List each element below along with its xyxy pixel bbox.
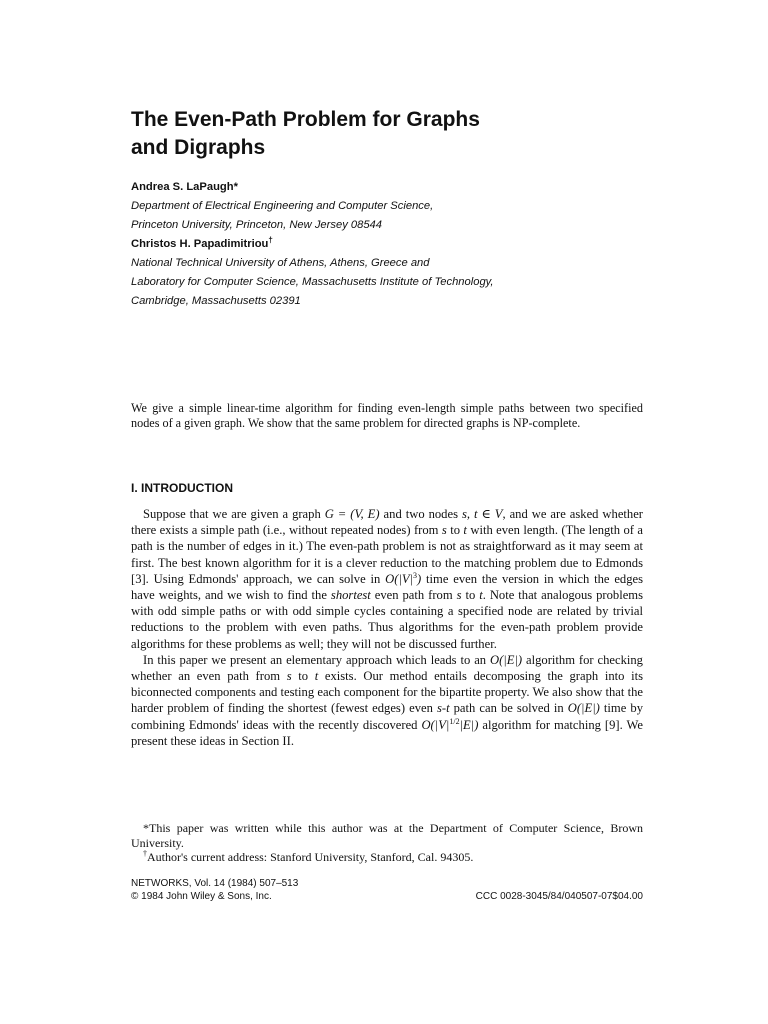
footnote-2-text: Author's current address: Stanford University, Stanford, Cal. 94305. (147, 850, 474, 864)
p2-text-6: time by combining Edmonds' ideas with the recently discovered (131, 701, 643, 732)
p1-text-8: to (461, 588, 480, 603)
p2-math-5: O(|E|) (567, 701, 600, 716)
p1-math-8: t (479, 588, 483, 603)
p2-math-6a: O(|V| (421, 717, 450, 732)
p2-math-1: O(|E|) (490, 652, 523, 667)
p1-text-1: Suppose that we are given a graph (143, 507, 325, 521)
p1-text-7: even path from (370, 588, 457, 603)
p2-text-3: to (291, 669, 315, 684)
footer-row-2 (131, 890, 643, 903)
author-2-affiliation-line-1: National Technical University of Athens, Athens, Greece and (131, 257, 430, 269)
p1-math-1: G = (V, E) (324, 507, 380, 521)
footnotes (131, 821, 643, 865)
p1-text-6: time even the version in which the edges have weights, and we wish to find the (131, 571, 643, 603)
p2-text-4: exists. Our method entails decomposing the graph into its biconnected components and testing each component for the bipartite property. We also show that the harder problem of finding the shortest (fewest edges) even (131, 669, 643, 716)
p2-math-6b: |E|) (459, 717, 479, 732)
copyright-notice: © 1984 John Wiley & Sons, Inc. (131, 891, 272, 902)
journal-citation: NETWORKS, Vol. 14 (1984) 507–513 (131, 878, 299, 889)
intro-paragraph-2 (131, 652, 643, 749)
author-2-affiliation-line-3: Cambridge, Massachusetts 02391 (131, 295, 301, 307)
p1-text-9: . Note that analogous problems with odd simple paths or with odd simple cycles containing a specified node are related by trivial reductions to the problem with even paths. Thus algorithms for the even-path problem provide algorithms for these problems as well; they will not be discussed further. (131, 588, 644, 651)
page-footer (131, 877, 643, 903)
p1-math-4: t (463, 523, 467, 538)
author-2-name-line (131, 235, 671, 254)
p1-emphasis-shortest: shortest (330, 588, 371, 603)
author-2-name: Christos H. Papadimitriou (131, 238, 269, 250)
author-2-footnote-mark: † (268, 235, 273, 245)
p1-text-3: , and we are asked whether there exists a simple path (i.e., without repeated nodes) from (131, 507, 643, 538)
intro-paragraph-1 (131, 506, 643, 652)
author-1-affiliation-line-1: Department of Electrical Engineering and Computer Science, (131, 200, 434, 212)
footnote-2 (131, 850, 643, 865)
p1-math-5b: ) (417, 571, 422, 586)
introduction-body (131, 506, 643, 749)
title-line-2: and Digraphs (131, 136, 266, 159)
author-1-affiliation-line-2: Princeton University, Princeton, New Jersey 08544 (131, 219, 383, 231)
abstract: We give a simple linear-time algorithm for finding even-length simple paths between two specified nodes of a given graph. We show that the same problem for directed graphs is NP-complete. (131, 401, 643, 431)
p2-text-2: algorithm for checking whether an even path from (131, 652, 643, 684)
title-line-1: The Even-Path Problem for Graphs (131, 108, 480, 131)
p1-math-5a: O(|V| (385, 571, 414, 586)
p1-math-5-exponent: 3 (413, 570, 418, 580)
footnote-1: *This paper was written while this author was at the Department of Computer Science, Brown University. (131, 821, 643, 850)
author-block (131, 178, 671, 311)
p2-math-6-exponent: 1/2 (449, 716, 460, 726)
p1-math-2: s, t ∈ V (461, 507, 503, 521)
p1-text-4: to (446, 523, 464, 538)
p2-math-3: t (314, 669, 319, 684)
p2-text-1: In this paper we present an elementary approach which leads to an (143, 652, 491, 667)
p1-math-7: s (456, 588, 462, 603)
section-heading: I. INTRODUCTION (131, 481, 233, 495)
ccc-code: CCC 0028-3045/84/040507-07$04.00 (475, 891, 643, 902)
author-1-name: Andrea S. LaPaugh* (131, 181, 238, 193)
p2-math-2: s (286, 669, 292, 684)
paper-title (131, 106, 651, 162)
p1-text-5: with even length. (The length of a path is the number of edges in it.) The even-path problem is not as straightforward as it may seem at first. The best known algorithm for it is a clever reduction to the matching problem due to Edmonds [3]. Using Edmonds' approach, we can solve in (131, 523, 644, 586)
p1-math-3: s (441, 523, 447, 538)
p1-text-2: and two nodes (379, 507, 462, 521)
footnote-2-mark: † (143, 849, 147, 858)
footer-row-1 (131, 877, 643, 890)
p2-text-7: algorithm for matching [9]. We present these ideas in Section II. (131, 717, 643, 748)
author-2-affiliation-line-2: Laboratory for Computer Science, Massachusetts Institute of Technology, (131, 276, 494, 288)
p2-math-4: s-t (436, 701, 450, 716)
p2-text-5: path can be solved in (449, 701, 568, 716)
